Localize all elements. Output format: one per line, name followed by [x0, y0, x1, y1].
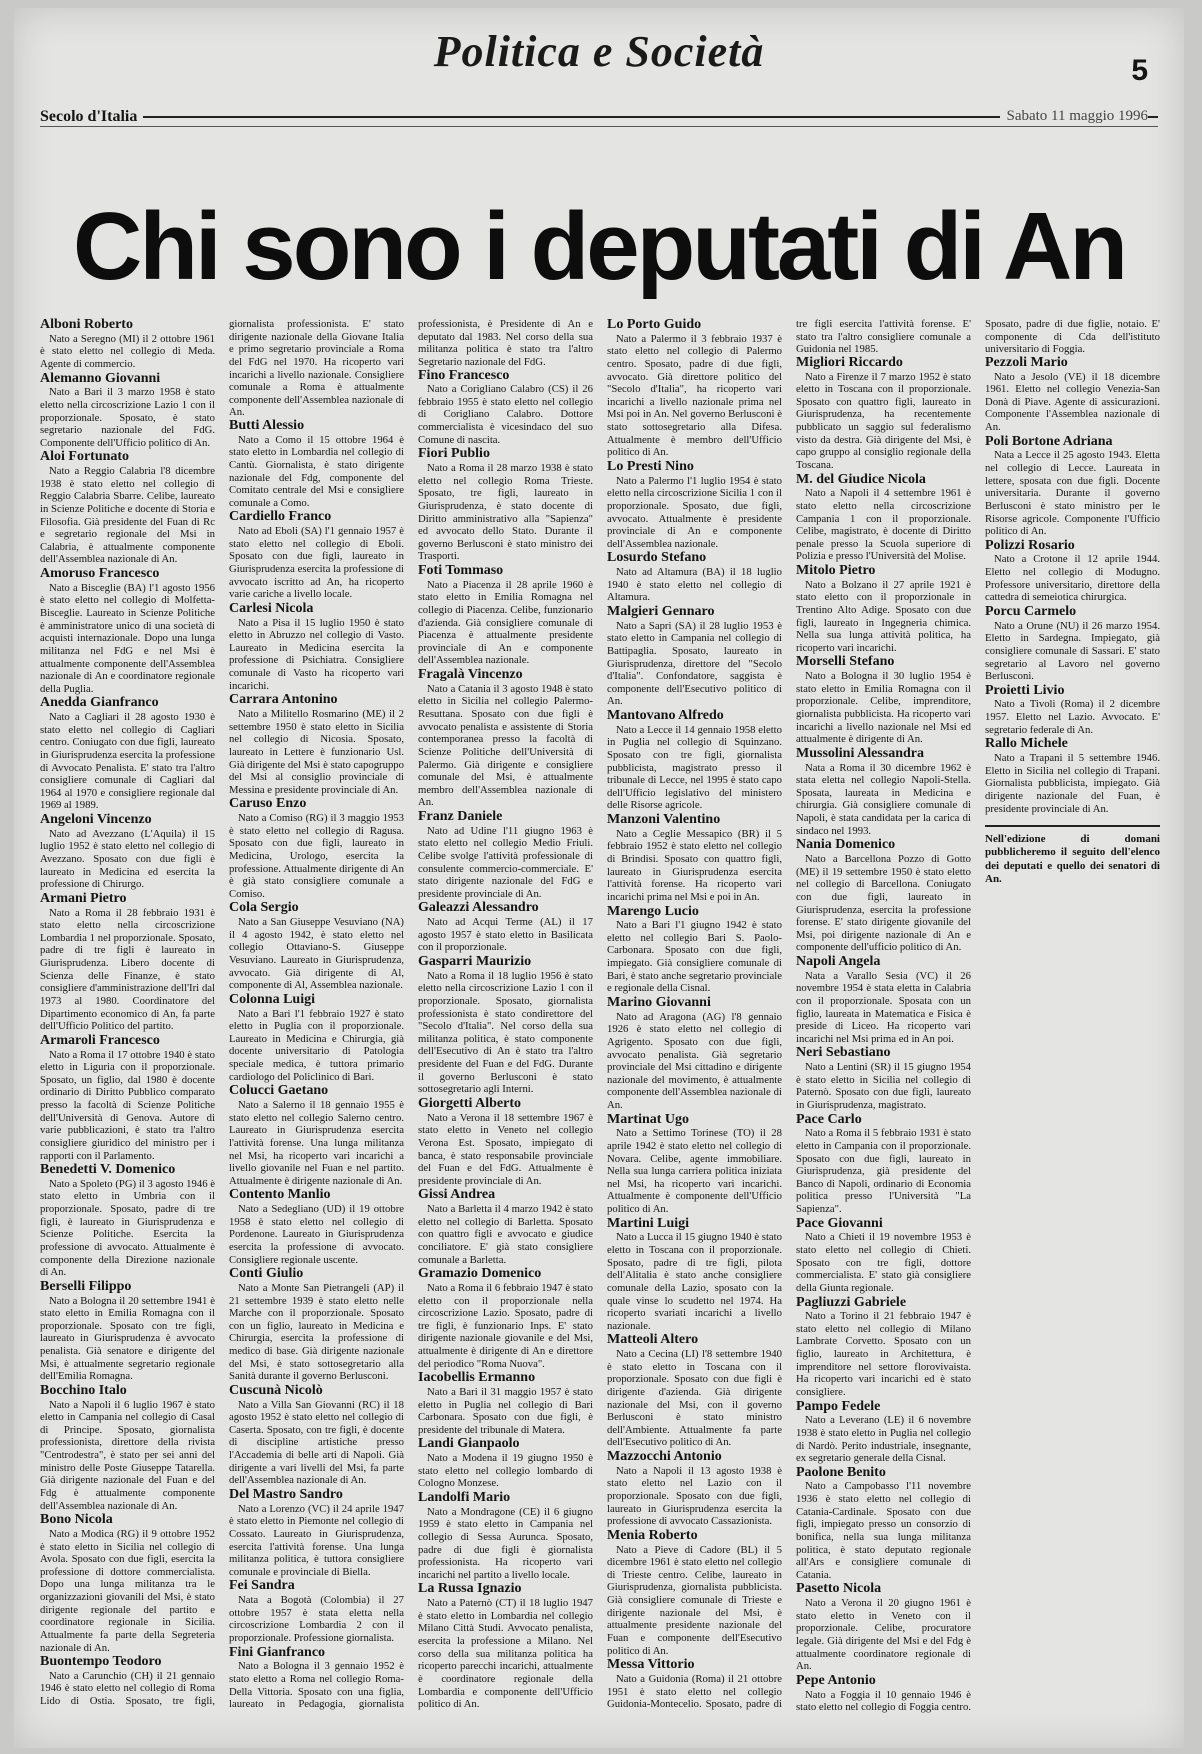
masthead-rule [40, 116, 1158, 118]
deputy-bio: Nato a Spoleto (PG) il 3 agosto 1946 è stato eletto in Umbria con il proporzionale. Sposato, padre di tre figli, è laureato in Giurisprudenza e Scienze Politiche. Esercita la professione di avvocato. Attualmente è componente della Direzione nazionale di An. [40, 1177, 215, 1279]
deputy-entry [985, 737, 1160, 815]
deputy-name: Martinat Ugo [607, 1111, 690, 1127]
deputy-name: Giorgetti Alberto [418, 1095, 522, 1111]
deputy-bio: Nato a Lorenzo (VC) il 24 aprile 1947 è stato eletto in Piemonte nel collegio di Cossato. Laureato in Giurisprudenza, esercita l'attività forense. Una lunga militanza politica, è tuttora consigliere comunale e provinciale di Biella. [229, 1502, 404, 1578]
deputy-name: Pezzoli Mario [985, 354, 1068, 370]
deputy-bio: Nato a Cagliari il 28 agosto 1930 è stato eletto nel collegio di Cagliari centro. Coniugato con due figli, laureato in Giurisprudenza esercita la professione di Avvocato Penalista. E' stato tra l'altro consigliere comunale di Cagliari dal 1964 al 1970 e consigliere regionale dal 1969 al 1989. [40, 711, 215, 812]
deputy-entry [418, 1188, 593, 1266]
deputy-entry [418, 564, 593, 667]
deputy-name: Migliori Riccardo [796, 354, 903, 370]
deputy-name: Pagliuzzi Gabriele [796, 1294, 907, 1310]
deputy-name: La Russa Ignazio [418, 1581, 522, 1597]
masthead [14, 26, 1184, 125]
deputy-entry [607, 551, 782, 604]
deputy-name: Poli Bortone Adriana [985, 433, 1113, 449]
deputy-entry [607, 1450, 782, 1528]
deputy-name: Pampo Fedele [796, 1398, 881, 1414]
deputy-entry [796, 473, 971, 563]
deputy-name: Menia Roberto [607, 1527, 698, 1543]
deputy-bio: Nato a Paternò (CT) il 18 luglio 1947 è stato eletto in Lombardia nel collegio Milano Città Studi. Avvocato penalista, esercita la professione a Milano. Nel corso della sua militanza politica ha ricoperto parecchi incarichi, attualmente è coordinatore regionale della Lombardia e componente dell'Ufficio politico di An. [418, 1597, 593, 1711]
deputy-name: Landolfi Mario [418, 1490, 511, 1505]
deputy-name: Iacobellis Ermanno [418, 1370, 536, 1386]
deputy-entry [229, 1188, 404, 1266]
section-title [14, 26, 1184, 77]
deputy-entry [607, 605, 782, 708]
deputy-name: Cardiello Franco [229, 509, 332, 525]
section-title-text: Politica e Società [433, 27, 765, 76]
deputy-bio: Nato a Palermo il 3 febbraio 1937 è stato eletto nel collegio di Palermo centro. Sposato, padre di due figli, avvocato. Già direttore politico del "Secolo d'Italia", ha ricoperto vari incarichi a livello nazionale prima nel Msi poi in An. Nel governo Berlusconi è stato sottosegretario alla Difesa. Attualmente è membro dell'Ufficio politico di An. [607, 332, 782, 459]
deputy-name: Buontempo Teodoro [40, 1654, 162, 1670]
deputy-name: Malgieri Gennaro [607, 603, 715, 619]
masthead-rule-thin [40, 126, 1158, 127]
deputy-bio: Nato a Foggia il 10 gennaio 1946 è stato eletto nel collegio di Foggia centro. Sposato, padre di due figlie, notaio. E' componente di Cda dell'istituto universitario di Foggia. [796, 318, 1160, 1714]
deputy-entry [985, 356, 1160, 434]
deputy-name: Armaroli Francesco [40, 1032, 160, 1048]
deputy-bio: Nato a Bologna il 3 gennaio 1952 è stato eletto a Roma nel collegio Roma-Della Vittoria. Sposato con una figlia, laureato in Pedagogia, giornalista professionista, è Presidente di An e deputato dal 1983. Nel corso della sua militanza politica è stato tra l'altro Segretario nazionale del FdG. [229, 318, 593, 1711]
deputy-bio: Nato a Tivoli (Roma) il 2 dicembre 1957. Eletto nel Lazio. Avvocato. E' segretario federale di An. [985, 698, 1160, 736]
deputy-bio: Nato a Bisceglie (BA) l'1 agosto 1956 è stato eletto nel collegio di Molfetta-Bisceglie. Laureato in Scienze Politiche è amministratore unico di una società di acquisti internazionale. Dopo una lunga militanza nel FdG e nel Msi è attualmente componente dell'Assemblea nazionale di An e coordinatore regionale della Puglia. [40, 581, 215, 695]
deputy-name: Napoli Angela [796, 954, 881, 969]
deputy-name: Neri Sebastiano [796, 1045, 891, 1061]
deputy-name: Del Mastro Sandro [229, 1486, 343, 1502]
deputy-name: Anedda Gianfranco [40, 695, 159, 711]
continuation-note: Nell'edizione di domani pubblicheremo il seguito dell'elenco dei deputati e quello dei senatori di An. [985, 825, 1160, 886]
deputy-name: Polizzi Rosario [985, 537, 1075, 553]
deputy-entry [40, 318, 215, 371]
deputy-bio: Nato a Monte San Pietrangeli (AP) il 21 settembre 1939 è stato eletto nelle Marche con il proporzionale. Sposato con un figlio, laureato in Medicina e Chirurgia, esercita la professione di medico di base. Già dirigente nazionale del Msi, è stato sottosegretario alla Sanità durante il governo Berlusconi. [229, 1281, 404, 1383]
deputy-bio: Nata a Lecce il 25 agosto 1943. Eletta nel collegio di Lecce. Laureata in lettere, sposata con due figli. Docente universitaria. Durante il governo Berlusconi è stato ministro per le Risorse agricole. Componente l'Ufficio politico di An. [985, 449, 1160, 538]
deputy-bio: Nato a Campobasso l'11 novembre 1936 è stato eletto nel collegio di Catania-Cardinale. Sposato con due figli, impiegato presso un consorzio di bonifica, nella sua lunga militanza politica, è stato deputato regionale all'Ars e consigliere comunale di Catania. [796, 1480, 971, 1581]
deputy-entry [40, 696, 215, 812]
deputy-entry [796, 1296, 971, 1399]
deputy-bio: Nato a Ceglie Messapico (BR) il 5 febbraio 1952 è stato eletto nel collegio di Brindisi. Sposato con quattro figli, laureato in Giurisprudenza esercita l'attività forense. Ha ricoperto vari incarichi prima nel Msi e poi in An. [607, 827, 782, 903]
deputy-bio: Nato a Pieve di Cadore (BL) il 5 dicembre 1961 è stato eletto nel collegio di Trieste centro. Celibe, laureato in Giurisprudenza, giornalista pubblicista. Già consigliere comunale di Trieste e dirigente nazionale del Msi, è attualmente presidente nazionale del Fuan e componente dell'Esecutivo politico di An. [607, 1543, 782, 1657]
deputy-entry [229, 797, 404, 900]
deputy-bio: Nato a Barcellona Pozzo di Gotto (ME) il 19 settembre 1950 è stato eletto nel collegio di Barcellona. Coniugato con due figli, laureato in Giurisprudenza, esercita la professione forense. E' stato dirigente giovanile del Msi, poi dirigente nazionale di An e componente dell'ufficio politico di An. [796, 853, 971, 954]
deputy-entry [418, 1437, 593, 1490]
deputy-entry [418, 1371, 593, 1436]
deputy-name: Franz Daniele [418, 809, 503, 824]
deputy-name: Manzoni Valentino [607, 812, 721, 828]
deputy-name: Carrara Antonino [229, 692, 338, 708]
deputy-entry [40, 450, 215, 566]
deputy-entry [229, 693, 404, 796]
deputy-entry [229, 602, 404, 692]
deputy-entry [229, 1267, 404, 1383]
deputy-bio: Nato a Reggio Calabria l'8 dicembre 1938 è stato eletto nel collegio di Reggio Calabria Sbarre. Celibe, laureato in Scienze Politiche e docente di Storia e Filosofia. Già presidente del Fuan di Rc e segretario regionale del Msi in Calabria, è attualmente componente dell'Assemblea nazionale di An. [40, 465, 215, 566]
deputy-bio: Nato ad Acqui Terme (AL) il 17 agosto 1957 è stato eletto in Basilicata con il proporzionale. [418, 916, 593, 954]
deputy-entry [229, 510, 404, 600]
deputy-entry [40, 372, 215, 450]
deputy-entry [418, 447, 593, 563]
deputy-bio: Nato ad Aragona (AG) l'8 gennaio 1926 è stato eletto nel collegio di Agrigento. Sposato con due figli, avvocato penalista. Già segretario provinciale del Msi cittadino e dirigente nazionale del movimento, è attualmente componente dell'Assemblea nazionale di An. [607, 1010, 782, 1111]
deputy-bio: Nata a Roma il 30 dicembre 1962 è stata eletta nel collegio Napoli-Stella. Sposata, laureata in Medicina e chirurgia. Già consigliere comunale di Napoli, è stata candidata per la carica di sindaco nel 1993. [796, 761, 971, 837]
deputy-entry [607, 1529, 782, 1657]
deputy-name: Matteoli Altero [607, 1332, 699, 1348]
deputy-bio: Nato a Bolzano il 27 aprile 1921 è stato eletto con il proporzionale in Trentino Alto Adige. Sposato con due figli, laureato in Ingegneria chimica. Nella sua lunga attività politica, ha ricoperto vari incarichi. [796, 578, 971, 654]
deputy-entry [418, 1267, 593, 1370]
deputy-bio: Nato a Roma il 28 marzo 1938 è stato eletto nel collegio Roma Trieste. Sposato, tre figli, laureato in Giurisprudenza, è stato docente di Diritto amministrativo alla "Sapienza" ed avvocato dello Stato. Durante il governo Berlusconi è stato ministro dei Trasporti. [418, 462, 593, 563]
deputy-name: Lo Porto Guido [607, 317, 702, 332]
deputy-bio: Nato a Verona il 18 settembre 1967 è stato eletto in Veneto nel collegio Verona Est. Sposato, impiegato di banca, è stato responsabile provinciale del Fuan e del FdG. Attualmente è presidente provinciale di An. [418, 1111, 593, 1187]
deputy-entry [40, 1163, 215, 1279]
deputy-bio: Nato a Chieti il 19 novembre 1953 è stato eletto nel collegio di Chieti. Sposato con tre figli, dottore commercialista. E' stato già consigliere della Giunta regionale. [796, 1231, 971, 1294]
deputy-entry [418, 901, 593, 954]
deputy-entry [607, 996, 782, 1112]
deputy-bio: Nato a Carunchio (CH) il 21 gennaio 1946 è stato eletto nel collegio di Roma Lido di Ostia. Sposato, tre figli, giornalista professionista. E' stato dirigente nazionale della Giovane Italia e primo segretario provinciale a Roma del FdG nel 1970. Ha ricoperto vari incarichi a livello nazionale. Consigliere comunale a Roma è attualmente componente dell'Assemblea nazionale di An. [40, 318, 404, 1708]
deputy-bio: Nato a Verona il 20 giugno 1961 è stato eletto in Veneto con il proporzionale. Celibe, procuratore legale. Già dirigente del Msi e del Fdg è attualmente coordinatore regionale di An. [796, 1597, 971, 1673]
deputy-name: Gissi Andrea [418, 1187, 496, 1203]
deputy-bio: Nato a Orune (NU) il 26 marzo 1954. Eletto in Sardegna. Impiegato, già consigliere comunale di Sassari. E' stato segretario al Lavoro nel governo Berlusconi. [985, 619, 1160, 683]
deputy-name: Colucci Gaetano [229, 1083, 329, 1099]
deputy-bio: Nato a Pisa il 15 luglio 1950 è stato eletto in Abruzzo nel collegio di Vasto. Laureato in Medicina esercita la professione di Psichiatra. Consigliere comunale di Vasto ha ricoperto vari incarichi. [229, 616, 404, 692]
deputy-name: M. del Giudice Nicola [796, 471, 926, 487]
deputy-bio: Nato ad Avezzano (L'Aquila) il 15 luglio 1952 è stato eletto nel collegio di Avezzano. Sposato con due figli è laureato in Medicina ed esercita la professione di Chirurgo. [40, 827, 215, 891]
deputy-entry [985, 435, 1160, 538]
deputy-entry [418, 1582, 593, 1710]
deputy-bio: Nato a Lecce il 14 gennaio 1958 eletto in Puglia nel collegio di Squinzano. Sposato con tre figli, giornalista pubblicista, magistrato presso il tribunale di Lecce, nel 1995 è stato capo dell'Ufficio legislativo del ministero delle Risorse agricole. [607, 723, 782, 812]
deputy-bio: Nato a Bari l'1 giugno 1942 è stato eletto nel collegio Bari S. Paolo-Carbonara. Sposato con due figli, impiegato. Già consigliere comunale di Bari, è stato anche segretario provinciale e regionale della Cisnal. [607, 919, 782, 995]
deputy-bio: Nato a Modena il 19 giugno 1950 è stato eletto nel collegio lombardo di Cologno Monzese. [418, 1452, 593, 1490]
deputy-name: Martini Luigi [607, 1215, 690, 1231]
deputy-entry [796, 747, 971, 837]
deputy-bio: Nato a Militello Rosmarino (ME) il 2 settembre 1950 è stato eletto in Sicilia nel collegio di Nicosia. Sposato, laureato in Lettere è funzionario Usl. Già dirigente del Msi è stato capogruppo del Msi al consiglio provinciale di Messina e presidente provinciale di An. [229, 708, 404, 796]
deputy-entry [229, 901, 404, 991]
deputy-bio: Nato a Trapani il 5 settembre 1946. Eletto in Sicilia nel collegio di Trapani. Giornalista pubblicista, impiegato. Già dirigente nazionale del Fuan, è presidente provinciale di An. [985, 752, 1160, 815]
deputy-entry [796, 1113, 971, 1216]
deputy-name: Losurdo Stefano [607, 550, 707, 566]
deputy-bio: Nato a Napoli il 6 luglio 1967 è stato eletto in Campania nel collegio di Casal di Principe. Sposato, giornalista professionista, direttore della rivista "Centrodestra", è stato per sei anni del ministro delle Poste Giuseppe Tatarella. Già dirigente nazionale del Fuan e del Fdg è attualmente componente dell'Assemblea nazionale di An. [40, 1398, 215, 1512]
deputy-entry [40, 567, 215, 695]
deputy-name: Cola Sergio [229, 900, 299, 916]
deputy-bio: Nato a Corigliano Calabro (CS) il 26 febbraio 1955 è stato eletto nel collegio di Corigliano Calabro. Dottore commercialista è vicesindaco del suo Comune di nascita. [418, 383, 593, 446]
deputy-entry [40, 1513, 215, 1654]
deputy-bio: Nato a San Giuseppe Vesuviano (NA) il 4 agosto 1942, è stato eletto nel collegio Ottaviano-S. Giuseppe Vesuviano. Laureato in Giurisprudenza, avvocato. Già dirigente di Al, componente di Al, Assemblea nazionale. [229, 916, 404, 992]
deputy-name: Fei Sandra [229, 1578, 295, 1594]
deputy-bio: Nato a Sedegliano (UD) il 19 ottobre 1958 è stato eletto nel collegio di Pordenone. Laureato in Giurisprudenza esercita la professione di avvocato. Consigliere regionale uscente. [229, 1203, 404, 1266]
deputy-name: Fiori Publio [418, 446, 490, 462]
deputy-bio: Nato a Comiso (RG) il 3 maggio 1953 è stato eletto nel collegio di Ragusa. Sposato con due figli, laureato in Medicina, Urologo, esercita la professione. Attualmente dirigente di An è già stato consigliere comunale a Comiso. [229, 812, 404, 900]
deputy-bio: Nato a Napoli il 13 agosto 1938 è stato eletto nel Lazio con il proporzionale. Sposato con due figli, laureato in Giurisprudenza esercita la professione di avvocato Cassazionista. [607, 1464, 782, 1528]
page-number: 5 [1131, 54, 1148, 87]
deputy-bio: Nato a Jesolo (VE) il 18 dicembre 1961. Eletto nel collegio Venezia-San Donà di Piave. Agente di assicurazioni. Componente l'Assemblea nazionale di An. [985, 370, 1160, 434]
deputy-name: Mantovano Alfredo [607, 708, 724, 723]
deputy-entry [229, 419, 404, 509]
deputy-bio: Nato a Bari l'1 febbraio 1927 è stato eletto in Puglia con il proporzionale. Laureato in Medicina e Chirurgia, già docente universitario di Patologia speciale medica, è tuttora primario cardiologo del Policlinico di Bari. [229, 1007, 404, 1083]
deputy-bio: Nato a Lentini (SR) il 15 giugno 1954 è stato eletto in Sicilia nel collegio di Paternò. Sposato con due figli, laureato in Giurisprudenza, magistrato. [796, 1061, 971, 1111]
deputy-name: Gasparri Maurizio [418, 954, 532, 969]
paper-name: Secolo d'Italia [40, 108, 143, 126]
deputy-entry [418, 955, 593, 1096]
deputy-name: Angeloni Vincenzo [40, 812, 152, 828]
deputy-bio: Nato a Roma il 17 ottobre 1940 è stato eletto in Liguria con il proporzionale. Sposato, un figlio, dal 1980 è docente ordinario di Diritto Pubblico comparato presso la facoltà di Scienze Politiche dell'Università di Genova. Autore di varie pubblicazioni, è stato tra l'altro consigliere giuridico del ministro per i rapporti con il Parlamento. [40, 1048, 215, 1162]
deputy-bio: Nato a Leverano (LE) il 6 novembre 1938 è stato eletto in Puglia nel collegio di Nardò. Perito industriale, insegnante, ex segretario generale della Cisnal. [796, 1414, 971, 1465]
deputy-bio: Nato a Modica (RG) il 9 ottobre 1952 è stato eletto in Sicilia nel collegio di Avola. Sposato con due figli, esercita la professione di dottore commercialista. Dopo una lunga militanza tra le organizzazioni giovanili del Msi, è stato dirigente regionale del partito e coordinatore regionale in Sicilia. Attualmente fa parte della Segreteria nazionale di An. [40, 1527, 215, 1654]
deputy-name: Benedetti V. Domenico [40, 1162, 176, 1178]
deputy-name: Morselli Stefano [796, 654, 895, 670]
deputy-name: Marino Giovanni [607, 994, 711, 1010]
deputy-bio: Nato a Bologna il 20 settembre 1941 è stato eletto in Emilia Romagna con il proporzionale. Sposato con tre figli, laureato in Giurisprudenza è avvocato penalista. Già senatore e dirigente del Msi, è attualmente segretario regionale dell'Emilia Romagna. [40, 1294, 215, 1383]
deputy-name: Carlesi Nicola [229, 600, 314, 616]
deputy-entry [607, 813, 782, 903]
deputy-bio: Nato a Roma il 5 febbraio 1931 è stato eletto in Campania con il proporzionale. Sposato con due figli, laureato in Giurisprudenza, già presidente del Banco di Napoli, ordinario di Economia politica presso l'Università "La Sapienza". [796, 1127, 971, 1216]
deputy-entry [985, 684, 1160, 737]
deputy-entry [796, 1217, 971, 1295]
deputy-entry [229, 993, 404, 1083]
deputy-bio: Nato a Torino il 21 febbraio 1947 è stato eletto nel collegio di Milano Lambrate Corvetto. Sposato con un figlio, laureato in Architettura, è imprenditore nel settore florovivaista. Ha ricoperto vari incarichi ed è stato consigliere. [796, 1310, 971, 1398]
deputy-entry [418, 369, 593, 447]
deputy-entry [418, 810, 593, 900]
deputy-name: Colonna Luigi [229, 991, 315, 1007]
deputy-name: Rallo Michele [985, 736, 1068, 752]
deputy-entry [796, 1400, 971, 1465]
deputy-name: Pace Giovanni [796, 1215, 883, 1231]
deputy-entry [40, 892, 215, 1033]
deputy-bio: Nata a Bogotà (Colombia) il 27 ottobre 1957 è stata eletta nella circoscrizione Lombardia 2 con il proporzionale. Professione giornalista. [229, 1594, 404, 1644]
deputy-entry [40, 1280, 215, 1383]
headline: Chi sono i deputati di An [72, 193, 1125, 301]
deputy-entry [418, 1097, 593, 1187]
deputy-entry [40, 813, 215, 891]
deputy-entry [229, 1084, 404, 1187]
deputy-name: Mazzocchi Antonio [607, 1449, 722, 1465]
deputy-entry [796, 1582, 971, 1672]
deputy-entry [607, 905, 782, 995]
deputy-entry [607, 460, 782, 550]
deputy-bio: Nato a Roma il 6 febbraio 1947 è stato eletto con il proporzionale nella circoscrizione Lazio. Sposato, padre di tre figli, è funzionario Inps. E' stato dirigente nazionale giovanile e del Msi, attualmente è dirigente di An e direttore del periodico "Roma Nuova". [418, 1281, 593, 1370]
deputy-entry [229, 1579, 404, 1644]
deputy-bio: Nato a Palermo l'1 luglio 1954 è stato eletto nella circoscrizione Sicilia 1 con il proporzionale. Sposato, due figli, avvocato. Attualmente è presidente provinciale di An e componente dell'Assemblea nazionale. [607, 474, 782, 550]
deputy-entry [985, 605, 1160, 683]
deputy-name: Armani Pietro [40, 890, 127, 906]
deputy-name: Foti Tommaso [418, 563, 504, 578]
deputy-name: Pasetto Nicola [796, 1581, 882, 1597]
deputy-entry [985, 539, 1160, 604]
deputy-entry [418, 1491, 593, 1581]
article-columns [40, 318, 1160, 1718]
deputy-name: Galeazzi Alessandro [418, 900, 539, 916]
deputy-name: Aloi Fortunato [40, 449, 130, 465]
deputy-entry [229, 1384, 404, 1487]
deputy-name: Lo Presti Nino [607, 458, 694, 474]
deputy-name: Amoruso Francesco [40, 566, 160, 582]
deputy-name: Alboni Roberto [40, 317, 133, 332]
deputy-bio: Nato a Cecina (LI) l'8 settembre 1940 è stato eletto in Toscana con il proporzionale. Sposato con due figli è dirigente d'azienda. Già dirigente nazionale del Msi, con il governo Berlusconi è stato ministro dell'Ambiente. Attualmente fa parte dell'Esecutivo politico di An. [607, 1348, 782, 1449]
deputy-bio: Nato a Barletta il 4 marzo 1942 è stato eletto nel collegio di Barletta. Sposato con quattro figli e avvocato e giudice conciliatore. E' già stato consigliere comunale a Barletta. [418, 1203, 593, 1266]
deputy-bio: Nato a Settimo Torinese (TO) il 28 aprile 1942 è stato eletto nel collegio di Novara. Celibe, agente immobiliare. Nella sua lunga carriera politica iniziata nel Msi, ha ricoperto vari incarichi. Attualmente è componente dell'Ufficio politico di An. [607, 1127, 782, 1216]
deputy-entry [796, 564, 971, 654]
deputy-name: Caruso Enzo [229, 796, 307, 812]
deputy-name: Pepe Antonio [796, 1672, 876, 1688]
deputy-name: Paolone Benito [796, 1464, 886, 1480]
deputy-entry [40, 1384, 215, 1512]
deputy-name: Fragalà Vincenzo [418, 667, 523, 683]
deputy-name: Bocchino Italo [40, 1382, 127, 1398]
deputy-bio: Nato ad Altamura (BA) il 18 luglio 1940 è stato eletto nel collegio di Altamura. [607, 566, 782, 604]
deputy-name: Pace Carlo [796, 1111, 862, 1127]
issue-date: Sabato 11 maggio 1996 [1000, 108, 1148, 125]
deputy-name: Marengo Lucio [607, 903, 699, 919]
deputy-bio: Nato a Bologna il 30 luglio 1954 è stato eletto in Emilia Romagna con il proporzionale. Celibe, imprenditore, giornalista pubblicista. Ha ricoperto vari incarichi a livello nazionale nel Msi ed attualmente è dirigente di An. [796, 670, 971, 746]
deputy-bio: Nato a Piacenza il 28 aprile 1960 è stato eletto in Emilia Romagna nel collegio di Piacenza. Celibe, funzionario d'azienda. Già consigliere comunale di Piacenza è attualmente presidente provinciale di An e componente dell'Assemblea nazionale. [418, 578, 593, 667]
deputy-entry [607, 1113, 782, 1216]
deputy-entry [607, 1217, 782, 1333]
deputy-bio: Nato a Como il 15 ottobre 1964 è stato eletto in Lombardia nel collegio di Cantù. Giornalista, è stato dirigente nazionale del Fdg, componente del Comitato centrale del Msi e consigliere comunale a Como. [229, 433, 404, 509]
deputy-name: Butti Alessio [229, 418, 305, 433]
deputy-bio: Nato a Bari il 3 marzo 1958 è stato eletto nella circoscrizione Lazio 1 con il proporzionale. Sposato, è stato segretario nazionale del FdG. Componente dell'Ufficio politico di An. [40, 386, 215, 449]
deputy-name: Berselli Filippo [40, 1278, 132, 1294]
deputy-entry [40, 1034, 215, 1162]
deputy-bio: Nato a Crotone il 12 aprile 1944. Eletto nel collegio di Modugno. Professore universitario, direttore della cattedra di semeiotica chirurgica. [985, 553, 1160, 604]
deputy-name: Cuscunà Nicolò [229, 1382, 323, 1398]
deputy-name: Messa Vittorio [607, 1657, 695, 1673]
deputy-bio: Nato ad Udine l'11 giugno 1963 è stato eletto nel collegio Medio Friuli. Celibe svolge l'attività professionale di consulente commercio-commerciale. E' stato dirigente nazionale del FdG e presidente provinciale di An. [418, 824, 593, 900]
deputy-entry [607, 709, 782, 812]
deputy-entry [796, 356, 971, 472]
deputy-bio: Nato a Roma il 28 febbraio 1931 è stato eletto nella circoscrizione Lombardia 1 nel proporzionale. Sposato, padre di tre figli è laureato in Giurisprudenza. Libero docente di Scienza delle Finanze, è stato consigliere d'amministrazione dell'Iri dal 1973 al 1980. Coordinatore del Dipartimento economico di An, fa parte dell'Ufficio Politico del partito. [40, 906, 215, 1033]
deputy-name: Alemanno Giovanni [40, 370, 161, 386]
deputy-name: Gramazio Domenico [418, 1266, 542, 1282]
deputy-entry [796, 655, 971, 745]
deputy-bio: Nato a Firenze il 7 marzo 1952 è stato eletto in Toscana con il proporzionale. Sposato con quattro figli, laureato in Giurisprudenza, ha recentemente pubblicato un saggio sul federalismo visto da destra. Già dirigente del Msi, è capo gruppo al consiglio regionale della Toscana. [796, 370, 971, 471]
deputy-entry [796, 838, 971, 954]
deputy-name: Proietti Livio [985, 682, 1065, 698]
deputy-name: Fini Gianfranco [229, 1644, 326, 1660]
deputy-name: Bono Nicola [40, 1512, 113, 1528]
deputy-name: Fino Francesco [418, 367, 510, 383]
deputy-name: Nania Domenico [796, 837, 896, 853]
deputy-bio: Nato a Catania il 3 agosto 1948 è stato eletto in Sicilia nel collegio Palermo-Resuttana. Sposato con due figli è avvocato penalista e assistente di Storia contemporanea presso la facoltà di Scienze Politiche dell'Università di Palermo. Già dirigente e consigliere comunale del Msi, è attualmente membro dell'Assemblea nazionale di An. [418, 682, 593, 809]
deputy-entry [229, 1488, 404, 1578]
deputy-bio: Nata a Varallo Sesia (VC) il 26 novembre 1954 è stata eletta in Calabria con il proporzionale. Sposata con un figlio, laureata in Matematica e Fisica è preside di Liceo. Ha ricoperto vari incarichi nel Msi prima ed in An poi. [796, 969, 971, 1045]
deputy-bio: Nato a Napoli il 4 settembre 1961 è stato eletto nella circoscrizione Campania 1 con il proporzionale. Celibe, magistrato, è docente di Diritto penale presso la Scuola superiore di Polizia e presso l'Università del Molise. [796, 487, 971, 563]
newspaper-page [14, 8, 1184, 1748]
deputy-bio: Nato a Mondragone (CE) il 6 giugno 1959 è stato eletto in Campania nel collegio di Sessa Aurunca. Sposato, padre di due figli è giornalista professionista. Ha ricoperto vari incarichi nel partito a livello locale. [418, 1505, 593, 1581]
deputy-bio: Nato a Guidonia (Roma) il 21 ottobre 1951 è stato eletto nel collegio Guidonia-Montecelio. Sposato, padre di tre figli esercita l'attività forense. E' stato tra l'altro consigliere comunale a Guidonia nel 1985. [607, 318, 971, 1711]
deputy-entry [418, 668, 593, 809]
deputy-bio: Nato a Sapri (SA) il 28 luglio 1953 è stato eletto in Campania nel collegio di Battipaglia. Sposato, laureato in Giurisprudenza, direttore del "Secolo d'Italia". Confondatore, saggista è componente dell'Esecutivo politico di An. [607, 619, 782, 708]
deputy-entry [796, 1466, 971, 1582]
deputy-name: Landi Gianpaolo [418, 1436, 520, 1452]
deputy-name: Contento Manlio [229, 1187, 331, 1203]
deputy-bio: Nato ad Eboli (SA) l'1 gennaio 1957 è stato eletto nel collegio di Eboli. Sposato con due figli, laureato in Giurisprudenza esercita la professione di avvocato iscritto ad An, ha ricoperto varie cariche a livello locale. [229, 525, 404, 601]
deputy-name: Porcu Carmelo [985, 603, 1077, 619]
deputy-bio: Nato a Salerno il 18 gennaio 1955 è stato eletto nel collegio Salerno centro. Laureato in Giurisprudenza esercita l'attività forense. Una lunga militanza nel Msi, ha ricoperto vari incarichi a livello giovanile nel Fuan e nel partito. Attualmente è dirigente nazionale di An. [229, 1099, 404, 1187]
deputy-entry [607, 318, 782, 459]
deputy-entry [607, 1333, 782, 1449]
deputy-bio: Nato a Villa San Giovanni (RC) il 18 agosto 1952 è stato eletto nel collegio di Caserta. Sposato, con tre figli, è docente di discipline artistiche presso l'Accademia di belle arti di Napoli. Già dirigente a vari livelli del Msi, fa parte dell'Assemblea nazionale di An. [229, 1398, 404, 1487]
deputy-entry [796, 1046, 971, 1111]
deputy-bio: Nato a Seregno (MI) il 2 ottobre 1961 è stato eletto nel collegio di Meda. Agente di commercio. [40, 332, 215, 370]
deputy-name: Mussolini Alessandra [796, 745, 924, 761]
deputy-entry [796, 955, 971, 1045]
deputy-bio: Nato a Bari il 31 maggio 1957 è stato eletto in Puglia nel collegio di Bari Carbonara. Sposato con due figli, è presidente del tribunale di Matera. [418, 1385, 593, 1436]
deputy-name: Mitolo Pietro [796, 563, 876, 578]
deputy-name: Conti Giulio [229, 1266, 304, 1282]
deputy-bio: Nato a Roma il 18 luglio 1956 è stato eletto nella circoscrizione Lazio 1 con il proporzionale. Sposato, giornalista professionista è stato condirettore del "Secolo d'Italia". Nel corso della sua militanza politica, è stato componente dell'Esecutivo di An è stato tra l'altro presidente del Fuan e del FdG. Durante il governo Berlusconi è stato sottosegretario agli Interni. [418, 969, 593, 1096]
deputy-bio: Nato a Lucca il 15 giugno 1940 è stato eletto in Toscana con il proporzionale. Sposato, padre di tre figli, pilota dell'Alitalia è stato anche consigliere comunale della Lazio, sposato con la quale vinse lo scudetto nel 1974. Ha ricoperto svariati incarichi a livello nazionale. [607, 1231, 782, 1332]
